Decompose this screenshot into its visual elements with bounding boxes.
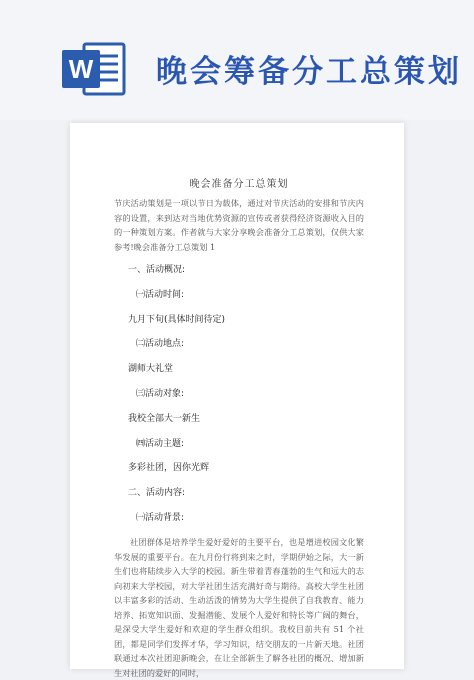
time-label: ㈠活动时间: bbox=[136, 290, 185, 300]
page-header bbox=[0, 0, 474, 120]
intro-paragraph: 节庆活动策划是一项以节日为载体，通过对节庆活动的安排和节庆内容的设置，来到达对当地优势资源的宣传或者获得经济资源收入目的的一种策划方案。作者就与大家分享晚会准备分工总策划，仅供大家参考!晚会准备分工总策划 1 bbox=[114, 198, 364, 252]
place-label: ㈡活动地点: bbox=[136, 339, 185, 349]
word-document-icon bbox=[62, 40, 126, 98]
place-value: 湖师大礼堂 bbox=[128, 364, 174, 374]
background-label: ㈠活动背景: bbox=[136, 513, 185, 523]
document-page bbox=[70, 123, 404, 678]
time-value: 九月下旬(具体时间待定) bbox=[128, 315, 226, 325]
theme-value: 多彩社团，因你光辉 bbox=[128, 463, 210, 473]
section-content: 二、活动内容: bbox=[128, 488, 186, 498]
target-value: 我校全部大一新生 bbox=[128, 414, 201, 424]
background-paragraph: 社团群体是培养学生爱好爱好的主要平台，也是增进校园文化繁华发展的重要平台。在九月份行将到来之时，学期伊始之际，大一新生们也将陆续步入大学的校园。新生带着青春蓬勃的生气和远大的志向初来大学校园，对大学社团生活充满好奇与期待。高校大学生社团以丰富多彩的活动、生动活泼的情势为大学生提供了自我教育、能力培养、拓宽知识面、发掘潜能、发展个人爱好和特长等广阔的舞台，是深受大学生爱好和欢迎的学生群众组织。我校目前共有 51 个社团，都是同学们发挥才华，学习知识，结交朋友的一片新天地。社团联通过本次社团迎新晚会，在让全部新生了解各社团的概况、增加新生对社团的爱好的同时， bbox=[114, 537, 364, 678]
document-title: 晚会准备分工总策划 bbox=[189, 179, 289, 190]
theme-label: ㈣活动主题: bbox=[136, 439, 185, 449]
page-title: 晚会筹备分工总策划 bbox=[156, 54, 462, 90]
word-icon-letter: W bbox=[68, 54, 94, 84]
section-overview: 一、活动概况: bbox=[128, 265, 186, 275]
target-label: ㈢活动对象: bbox=[136, 389, 185, 399]
